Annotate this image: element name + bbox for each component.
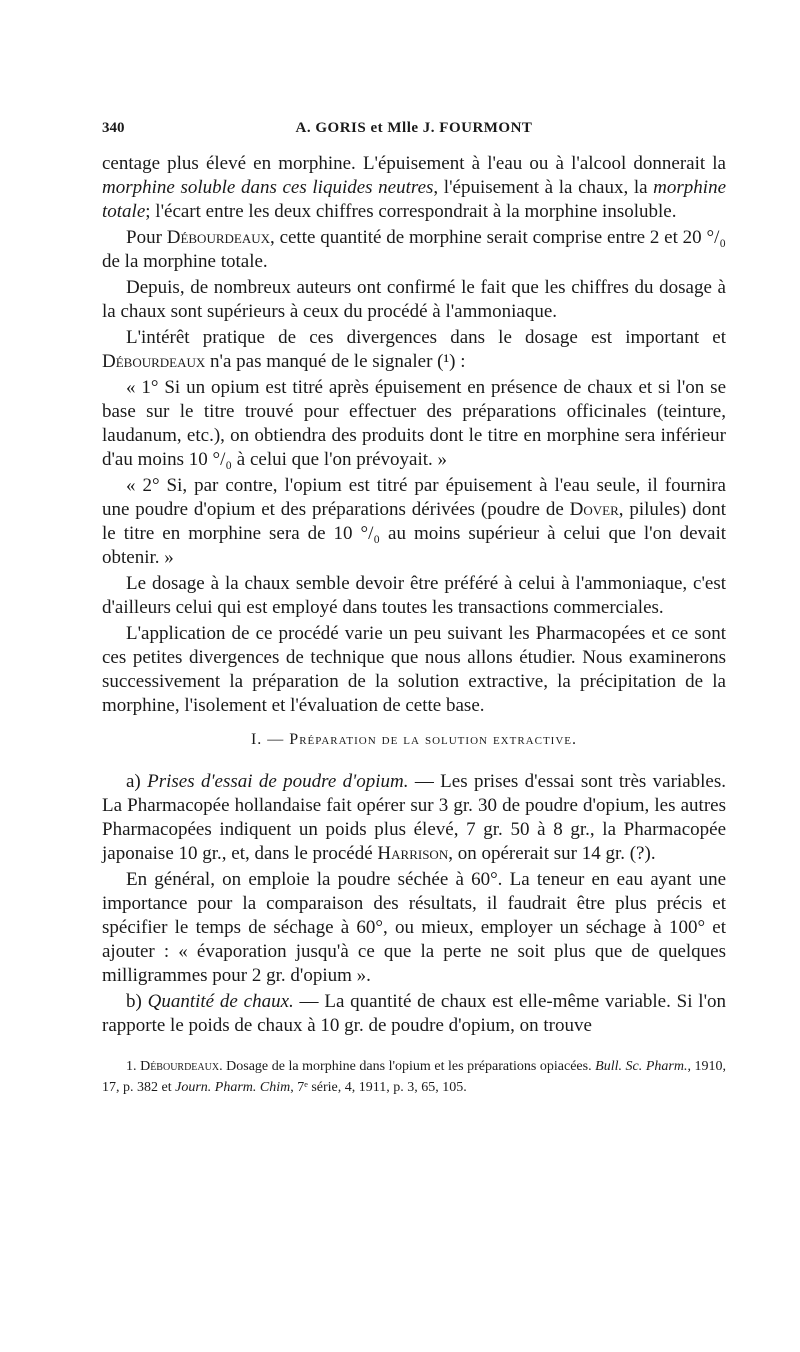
- body-text: [102, 152, 726, 1038]
- page-header: [102, 120, 726, 144]
- paragraph: Le dosage à la chaux semble devoir être préféré à celui à l'ammoniaque, c'est d'ailleurs celui qui est employé dans toutes les transactions commerciales.: [102, 573, 726, 618]
- quote-paragraph: « 2° Si, par contre, l'opium est titré par épuisement à l'eau seule, il fournira une poudre d'opium et des préparations dérivées (poudre de Dover, pilules) dont le titre en morphine sera de 10 °/₀ au moins supérieur à celui que l'on devait obtenir. »: [102, 475, 726, 568]
- paragraph: Depuis, de nombreux auteurs ont confirmé le fait que les chiffres du dosage à la chaux sont supérieurs à ceux du procédé à l'ammoniaque.: [102, 277, 726, 322]
- paragraph: centage plus élevé en morphine. L'épuisement à l'eau ou à l'alcool donnerait la morphine soluble dans ces liquides neutres, l'épuisement à la chaux, la morphine totale; l'écart entre les deux chiffres correspondrait à la morphine insoluble.: [102, 153, 726, 222]
- quote-paragraph: « 1° Si un opium est titré après épuisement en présence de chaux et si l'on se base sur le titre trouvé pour effectuer des préparations officinales (teinture, laudanum, etc.), on obtiendra des produits dont le titre en morphine sera inférieur d'au moins 10 °/₀ à celui que l'on prévoyait. »: [102, 377, 726, 470]
- running-title: A. GORIS et Mlle J. FOURMONT: [295, 120, 533, 136]
- paragraph: Pour Débourdeaux, cette quantité de morphine serait comprise entre 2 et 20 °/₀ de la morphine totale.: [102, 227, 726, 272]
- page-number: 340: [102, 120, 125, 136]
- footnote: 1. Débourdeaux. Dosage de la morphine dans l'opium et les préparations opiacées. Bull. Sc. Pharm., 1910, 17, p. 382 et Journ. Pharm. Chim, 7ᵉ série, 4, 1911, p. 3, 65, 105.: [102, 1059, 727, 1095]
- section-heading: I. — Préparation de la solution extractive.: [250, 731, 578, 748]
- paragraph: En général, on emploie la poudre séchée à 60°. La teneur en eau ayant une importance pour la comparaison des résultats, il faudrait être plus précis et spécifier le temps de séchage à 60°, ou mieux, employer un séchage à 100° et ajouter : « évaporation jusqu'à ce que la perte ne soit plus que de quelques milligrammes pour 2 gr. d'opium ».: [102, 869, 726, 986]
- paragraph: b) Quantité de chaux. — La quantité de chaux est elle-même variable. Si l'on rapporte le poids de chaux à 10 gr. de poudre d'opium, on trouve: [102, 991, 727, 1036]
- paragraph: L'intérêt pratique de ces divergences dans le dosage est important et Débourdeaux n'a pas manqué de le signaler (¹) :: [102, 327, 726, 372]
- paragraph: L'application de ce procédé varie un peu suivant les Pharmacopées et ce sont ces petites divergences de technique que nous allons étudier. Nous examinerons successivement la préparation de la solution extractive, la précipitation de la morphine, l'isolement et l'évaluation de cette base.: [102, 623, 726, 716]
- paragraph: a) Prises d'essai de poudre d'opium. — Les prises d'essai sont très variables. La Pharmacopée hollandaise fait opérer sur 3 gr. 30 de poudre d'opium, les autres Pharmacopées indiquent un poids plus élevé, 7 gr. 50 à 8 gr., la Pharmacopée japonaise 10 gr., et, dans le procédé Harrison, on opérerait sur 14 gr. (?).: [102, 771, 726, 864]
- book-page: [102, 120, 726, 1098]
